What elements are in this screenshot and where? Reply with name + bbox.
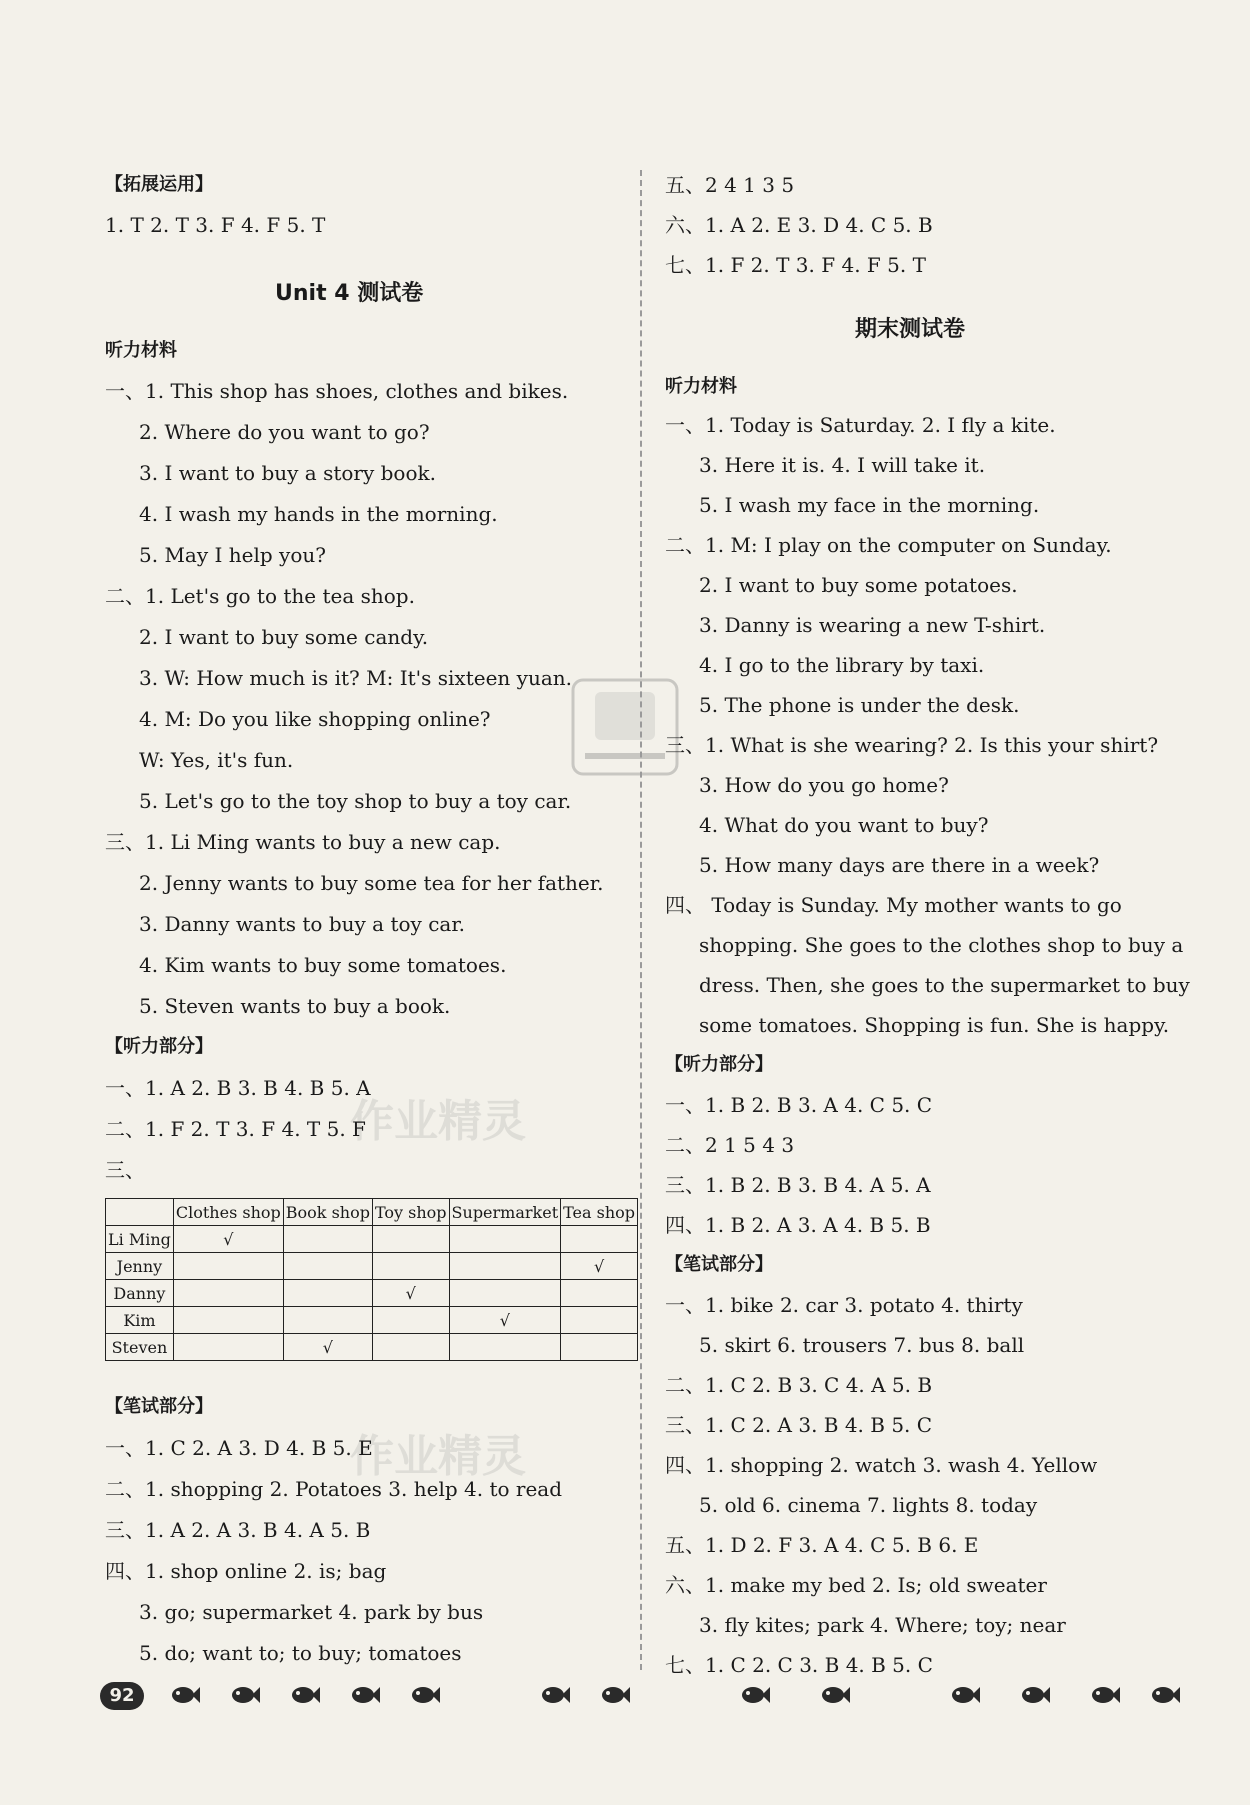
table-cell [173,1334,283,1361]
answer-line: 三、1. A 2. A 3. B 4. A 5. B [105,1518,371,1542]
column-divider [640,170,642,1670]
table-cell [173,1307,283,1334]
table-cell [449,1280,561,1307]
written-part-heading: 【笔试部分】 [665,1254,773,1275]
answer-line: 二、2 1 5 4 3 [665,1133,795,1157]
answer-line: 5. skirt 6. trousers 7. bus 8. ball [699,1333,1025,1357]
table-cell [449,1226,561,1253]
fish-icon [740,1684,770,1706]
listening-material-heading: 听力材料 [105,340,177,361]
answer-line: 三、 [105,1158,145,1182]
answer-line: 5. do; want to; to buy; tomatoes [139,1641,462,1665]
material-line: 一、1. Today is Saturday. 2. I fly a kite. [665,413,1056,437]
table-row [106,1253,638,1280]
table-row [106,1334,638,1361]
material-line: 5. I wash my face in the morning. [699,493,1040,517]
material-line: 二、1. Let's go to the tea shop. [105,584,415,608]
answer-line: 一、1. B 2. B 3. A 4. C 5. C [665,1093,933,1117]
answer-line: 一、1. A 2. B 3. B 4. B 5. A [105,1076,371,1100]
table-row [106,1307,638,1334]
answer-line: 二、1. shopping 2. Potatoes 3. help 4. to read [105,1477,563,1501]
answer-line: 二、1. C 2. B 3. C 4. A 5. B [665,1373,933,1397]
table-cell [372,1253,449,1280]
table-cell [283,1307,372,1334]
table-cell: √ [372,1280,449,1307]
answer-line: 七、1. C 2. C 3. B 4. B 5. C [665,1653,933,1677]
material-line: 3. Here it is. 4. I will take it. [699,453,986,477]
table-cell [449,1253,561,1280]
answer-line: 五、2 4 1 3 5 [665,173,795,197]
fish-icon [230,1684,260,1706]
material-line: 5. The phone is under the desk. [699,693,1020,717]
material-line: 4. I go to the library by taxi. [699,653,985,677]
listening-part-heading: 【听力部分】 [665,1054,773,1075]
material-line: 3. I want to buy a story book. [139,461,436,485]
row-name: Danny [106,1280,174,1307]
listening-material-heading: 听力材料 [665,376,737,397]
material-line: 2. I want to buy some candy. [139,625,429,649]
table-header-row [106,1199,638,1226]
table-row [106,1226,638,1253]
table-cell [372,1226,449,1253]
passage-line: 四、 Today is Sunday. My mother wants to go [665,893,1122,917]
table-cell [283,1253,372,1280]
answer-line: 3. go; supermarket 4. park by bus [139,1600,484,1624]
material-line: 4. What do you want to buy? [699,813,989,837]
answer-line: 四、1. B 2. A 3. A 4. B 5. B [665,1213,931,1237]
row-name: Li Ming [106,1226,174,1253]
table-cell [561,1226,638,1253]
fish-icon [540,1684,570,1706]
table-cell [372,1307,449,1334]
material-line: 3. How do you go home? [699,773,949,797]
material-line: 3. W: How much is it? M: It's sixteen yuan. [139,666,572,690]
answer-line: 二、1. F 2. T 3. F 4. T 5. F [105,1117,366,1141]
page-number: 92 [100,1682,144,1710]
table-cell: √ [283,1334,372,1361]
fish-icon [410,1684,440,1706]
written-part-heading: 【笔试部分】 [105,1396,213,1417]
table-cell [283,1280,372,1307]
material-line: 3. Danny wants to buy a toy car. [139,912,466,936]
answer-line: 一、1. C 2. A 3. D 4. B 5. E [105,1436,373,1460]
material-line: 二、1. M: I play on the computer on Sunday. [665,533,1112,557]
table-cell: √ [449,1307,561,1334]
fish-icon [820,1684,850,1706]
stamp-logo [565,672,685,782]
table-cell: √ [173,1226,283,1253]
row-name: Jenny [106,1253,174,1280]
fish-icon [290,1684,320,1706]
material-line: 2. I want to buy some potatoes. [699,573,1018,597]
page-footer [100,1680,1200,1720]
watermark-1: 作业精灵 [350,1096,526,1147]
fish-icon [1020,1684,1050,1706]
answer-line: 六、1. A 2. E 3. D 4. C 5. B [665,213,933,237]
table-cell [449,1334,561,1361]
answer-line: 七、1. F 2. T 3. F 4. F 5. T [665,253,926,277]
material-line: 三、1. What is she wearing? 2. Is this your shirt? [665,733,1159,757]
material-line: 2. Where do you want to go? [139,420,430,444]
table-cell [561,1334,638,1361]
fish-icon [950,1684,980,1706]
table-cell [561,1280,638,1307]
table-cell [561,1307,638,1334]
row-name: Kim [106,1307,174,1334]
table-row [106,1280,638,1307]
table-cell [283,1226,372,1253]
table-header: Toy shop [372,1199,449,1226]
passage-line: dress. Then, she goes to the supermarket to buy [699,973,1190,997]
material-line: 4. Kim wants to buy some tomatoes. [139,953,507,977]
watermark-2: 作业精灵 [350,1431,526,1482]
material-line: W: Yes, it's fun. [139,748,294,772]
listening-part-heading: 【听力部分】 [105,1036,213,1057]
expand-answers: 1. T 2. T 3. F 4. F 5. T [105,213,326,237]
answer-line: 三、1. B 2. B 3. B 4. A 5. A [665,1173,931,1197]
fish-icon [350,1684,380,1706]
table-header: Tea shop [561,1199,638,1226]
fish-icon [1090,1684,1120,1706]
material-line: 3. Danny is wearing a new T-shirt. [699,613,1046,637]
table-cell [173,1253,283,1280]
final-test-title: 期末测试卷 [855,317,966,342]
table-cell: √ [561,1253,638,1280]
answer-line: 六、1. make my bed 2. Is; old sweater [665,1573,1047,1597]
shop-table [105,1198,638,1361]
material-line: 2. Jenny wants to buy some tea for her father. [139,871,604,895]
table-header: Clothes shop [173,1199,283,1226]
material-line: 三、1. Li Ming wants to buy a new cap. [105,830,501,854]
table-cell [372,1334,449,1361]
passage-line: some tomatoes. Shopping is fun. She is happy. [699,1013,1170,1037]
fish-icon [170,1684,200,1706]
answer-line: 四、1. shop online 2. is; bag [105,1559,387,1583]
fish-icon [600,1684,630,1706]
table-cell [173,1280,283,1307]
answer-line: 一、1. bike 2. car 3. potato 4. thirty [665,1293,1023,1317]
fish-icon [1150,1684,1180,1706]
material-line: 一、1. This shop has shoes, clothes and bikes. [105,379,569,403]
table-header [106,1199,174,1226]
answer-line: 四、1. shopping 2. watch 3. wash 4. Yellow [665,1453,1098,1477]
material-line: 4. I wash my hands in the morning. [139,502,498,526]
answer-line: 五、1. D 2. F 3. A 4. C 5. B 6. E [665,1533,979,1557]
expand-heading: 【拓展运用】 [105,174,213,195]
answer-line: 5. old 6. cinema 7. lights 8. today [699,1493,1038,1517]
table-header: Supermarket [449,1199,561,1226]
unit-title: Unit 4 测试卷 [275,281,424,306]
row-name: Steven [106,1334,174,1361]
answer-line: 3. fly kites; park 4. Where; toy; near [699,1613,1066,1637]
answer-line: 三、1. C 2. A 3. B 4. B 5. C [665,1413,933,1437]
material-line: 5. Let's go to the toy shop to buy a toy car. [139,789,572,813]
material-line: 5. Steven wants to buy a book. [139,994,451,1018]
material-line: 5. How many days are there in a week? [699,853,1100,877]
material-line: 4. M: Do you like shopping online? [139,707,491,731]
passage-line: shopping. She goes to the clothes shop to buy a [699,933,1184,957]
table-header: Book shop [283,1199,372,1226]
material-line: 5. May I help you? [139,543,326,567]
